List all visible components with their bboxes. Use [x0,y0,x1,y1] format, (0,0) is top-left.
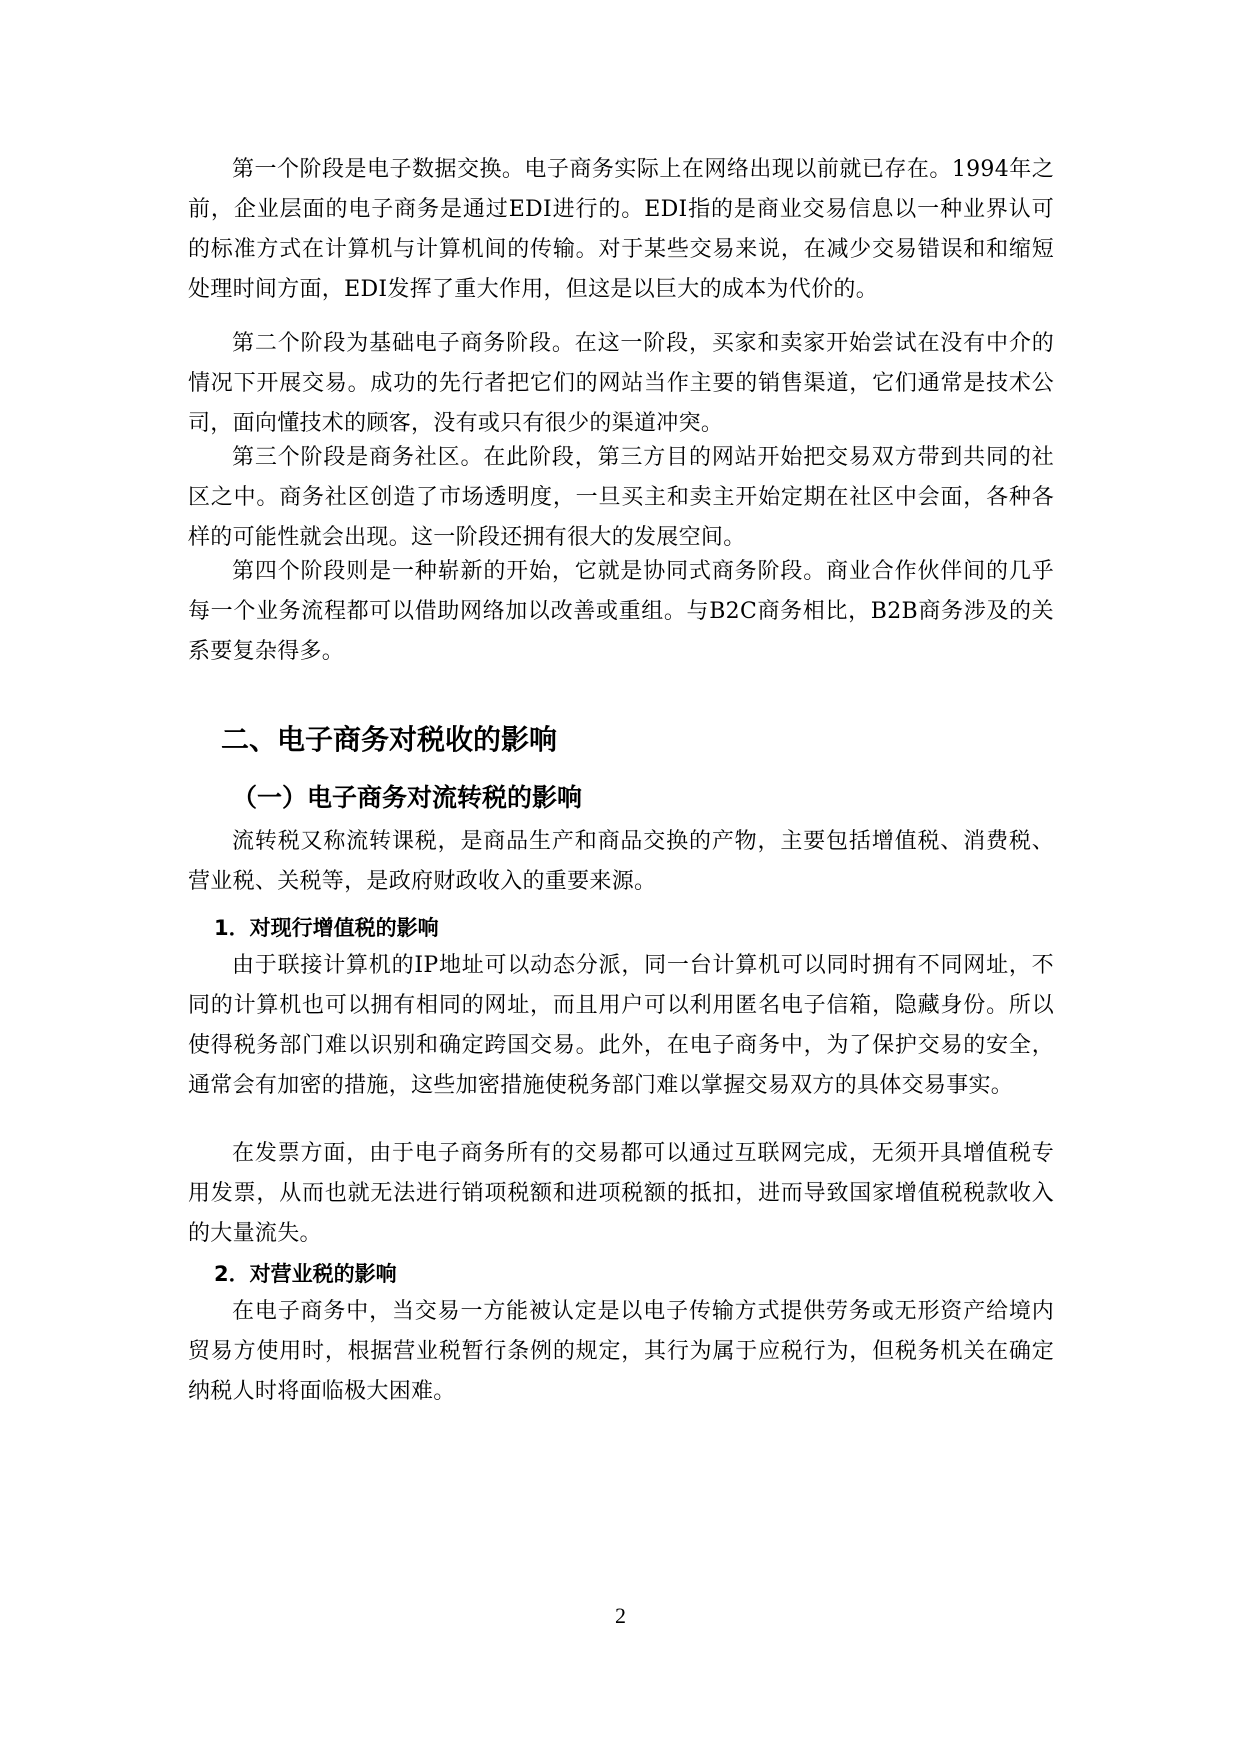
item1-paragraph-2 [188,1134,1054,1254]
paragraph: 第一个阶段是电子数据交换。电子商务实际上在网络出现以前就已存在。1994年之前，企业层面的电子商务是通过EDI进行的。EDI指的是商业交易信息以一种业界认可的标准方式在计算机与计算机间的传输。对于某些交易来说，在减少交易错误和和缩短处理时间方面，EDI发挥了重大作用，但这是以巨大的成本为代价的。 [188,157,1054,302]
section-title: 二、电子商务对税收的影响 [221,723,558,756]
item2-paragraph-1 [188,1292,1054,1412]
paragraph: 第二个阶段为基础电子商务阶段。在这一阶段，买家和卖家开始尝试在没有中介的情况下开展交易。成功的先行者把它们的网站当作主要的销售渠道，它们通常是技术公司，面向懂技术的顾客，没有或只有很少的渠道冲突。 [188,331,1054,436]
paragraph: 第四个阶段则是一种崭新的开始，它就是协同式商务阶段。商业合作伙伴间的几乎每一个业务流程都可以借助网络加以改善或重组。与B2C商务相比，B2B商务涉及的关系要复杂得多。 [188,559,1054,664]
paragraph: 在发票方面，由于电子商务所有的交易都可以通过互联网完成，无须开具增值税专用发票，从而也就无法进行销项税额和进项税额的抵扣，进而导致国家增值税税款收入的大量流失。 [188,1141,1054,1246]
paragraph: 流转税又称流转课税，是商品生产和商品交换的产物，主要包括增值税、消费税、营业税、关税等，是政府财政收入的重要来源。 [188,829,1054,894]
intro-paragraph-1 [188,150,1054,310]
item1-paragraph-1 [188,946,1054,1106]
item2-title: 2．对营业税的影响 [214,1262,397,1286]
paragraph: 在电子商务中，当交易一方能被认定是以电子传输方式提供劳务或无形资产给境内贸易方使用时，根据营业税暂行条例的规定，其行为属于应税行为，但税务机关在确定纳税人时将面临极大困难。 [188,1299,1054,1404]
intro-paragraph-4 [188,552,1054,672]
page-number: 2 [615,1603,626,1628]
paragraph: 第三个阶段是商务社区。在此阶段，第三方目的网站开始把交易双方带到共同的社区之中。商务社区创造了市场透明度，一旦买主和卖主开始定期在社区中会面，各种各样的可能性就会出现。这一阶段还拥有很大的发展空间。 [188,445,1054,550]
intro-paragraph-2 [188,324,1054,444]
item1-title: 1．对现行增值税的影响 [214,916,439,940]
intro-paragraph-3 [188,438,1054,558]
paragraph: 由于联接计算机的IP地址可以动态分派，同一台计算机可以同时拥有不同网址，不同的计算机也可以拥有相同的网址，而且用户可以利用匿名电子信箱，隐藏身份。所以使得税务部门难以识别和确定跨国交易。此外，在电子商务中，为了保护交易的安全，通常会有加密的措施，这些加密措施使税务部门难以掌握交易双方的具体交易事实。 [188,953,1054,1098]
subsection-intro [188,822,1054,902]
subsection-title: （一）电子商务对流转税的影响 [232,783,583,812]
